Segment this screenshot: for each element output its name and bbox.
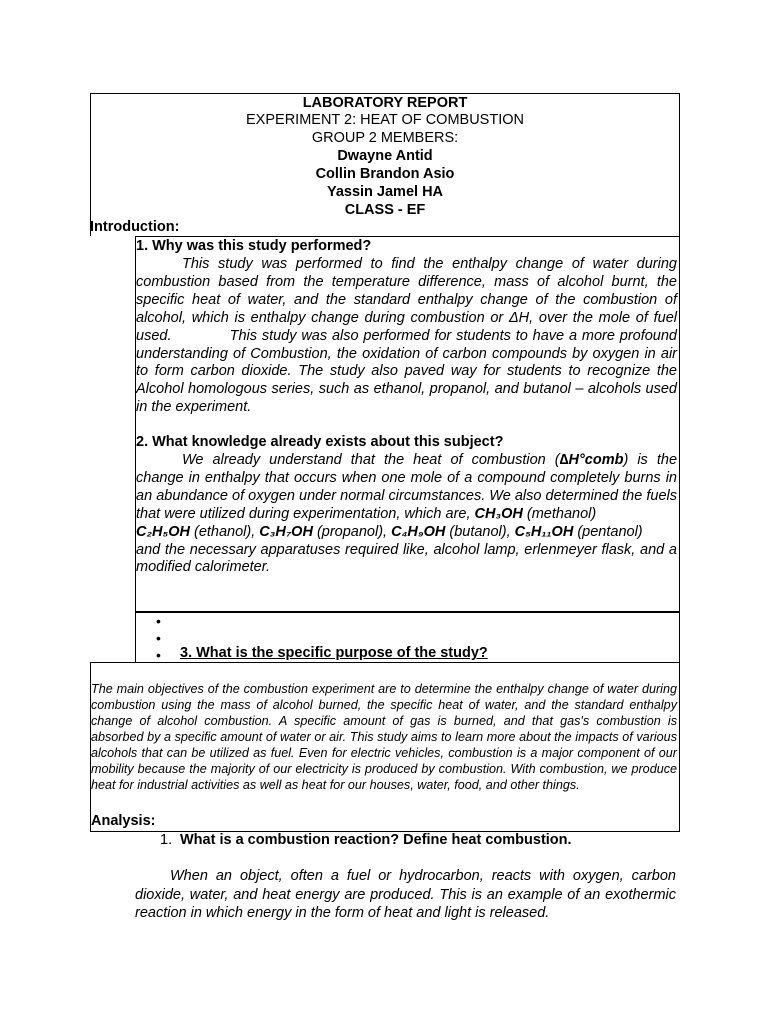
analysis-answer: When an object, often a fuel or hydrocarbon, reacts with oxygen, carbon dioxide, water, and heat energy are produced. This is an example of an exothermic reaction in which energy in the form of heat and light is released. bbox=[135, 868, 676, 921]
q2-text-c: and the necessary apparatuses required like, alcohol lamp, erlenmeyer flask, and a modified calorimeter. bbox=[136, 541, 677, 576]
pentanol-formula: C₅H₁₁OH bbox=[514, 523, 574, 540]
bullet-marker: • bbox=[156, 630, 161, 646]
class-label: CLASS - EF bbox=[344, 202, 426, 218]
question-1-title: 1. Why was this study performed? bbox=[136, 238, 372, 254]
question-3-title: 3. What is the specific purpose of the study? bbox=[180, 645, 488, 661]
enthalpy-symbol: ∆H°comb bbox=[559, 452, 624, 468]
question-1-answer bbox=[136, 256, 677, 417]
methanol-name: (methanol) bbox=[526, 505, 597, 522]
propanol-name: (propanol), bbox=[316, 523, 388, 540]
bullet-marker: • bbox=[156, 647, 161, 663]
question-2-title: 2. What knowledge already exists about this subject? bbox=[136, 434, 504, 450]
bullet-list bbox=[135, 611, 680, 662]
report-header bbox=[90, 93, 680, 236]
analysis-heading: Analysis: bbox=[91, 813, 156, 829]
butanol-name: (butanol), bbox=[449, 523, 511, 540]
questions-box bbox=[135, 236, 680, 613]
introduction-heading: Introduction: bbox=[90, 219, 180, 235]
member-name: Yassin Jamel HA bbox=[326, 184, 444, 200]
member-name: Collin Brandon Asio bbox=[315, 166, 455, 182]
purpose-box bbox=[90, 662, 680, 832]
methanol-formula: CH₃OH bbox=[474, 505, 523, 522]
group-label: GROUP 2 MEMBERS: bbox=[311, 130, 459, 146]
question-3-answer: The main objectives of the combustion experiment are to determine the enthalpy change of water during combustion using the mass of alcohol burned, the specific heat of water, and the standard enthalpy change of alcohol combustion. A specific amount of gas is burned, and that gas's combustion is absorbed by a specific amount of water or air. This study aims to learn more about the impacts of various alcohols that can be utilized as fuel. Even for electric vehicles, combustion is a major component of our mobility because the majority of our electricity is produced by combustion. With combustion, we produce heat for industrial activities as well as heat for our houses, water, food, and other things. bbox=[91, 682, 677, 792]
butanol-formula: C₄H₉OH bbox=[391, 523, 446, 540]
question-2-answer bbox=[136, 452, 677, 577]
bullet-marker: • bbox=[156, 613, 161, 629]
q2-text-b: ) is the change in enthalpy that occurs when one mole of a compound completely burns in an abundance of oxygen under normal circumstances. We also determined the fuels that were utilized during experimentation, which are, bbox=[136, 452, 678, 522]
experiment-title: EXPERIMENT 2: HEAT OF COMBUSTION bbox=[246, 112, 524, 128]
analysis-question-text: What is a combustion reaction? Define heat combustion. bbox=[180, 832, 572, 848]
member-name: Dwayne Antid bbox=[337, 148, 433, 164]
pentanol-name: (pentanol) bbox=[577, 523, 643, 540]
q1-paragraph-2: This study was also performed for students to have a more profound understanding of Combustion, the oxidation of carbon compounds by oxygen in air to form carbon dioxide. The study also paved way for students to recognize the Alcohol homologous series, such as ethanol, propanol, and butanol – alcohols used in the experiment. bbox=[136, 327, 677, 416]
q2-text-a: We already understand that the heat of combustion ( bbox=[182, 452, 560, 468]
q1-paragraph-1: This study was performed to find the enthalpy change of water during combustion based from the temperature difference, mass of alcohol burnt, the specific heat of water, and the standard enthalpy change of the combustion of alcohol, which is enthalpy change during combustion or ΔH, over the mole of fuel used. bbox=[136, 256, 677, 344]
ethanol-formula: C₂H₅OH bbox=[136, 523, 190, 540]
propanol-formula: C₃H₇OH bbox=[259, 523, 313, 540]
question-number: 1. bbox=[160, 832, 173, 848]
analysis-question-1 bbox=[160, 832, 572, 848]
ethanol-name: (ethanol), bbox=[193, 523, 256, 540]
report-title: LABORATORY REPORT bbox=[302, 95, 468, 111]
